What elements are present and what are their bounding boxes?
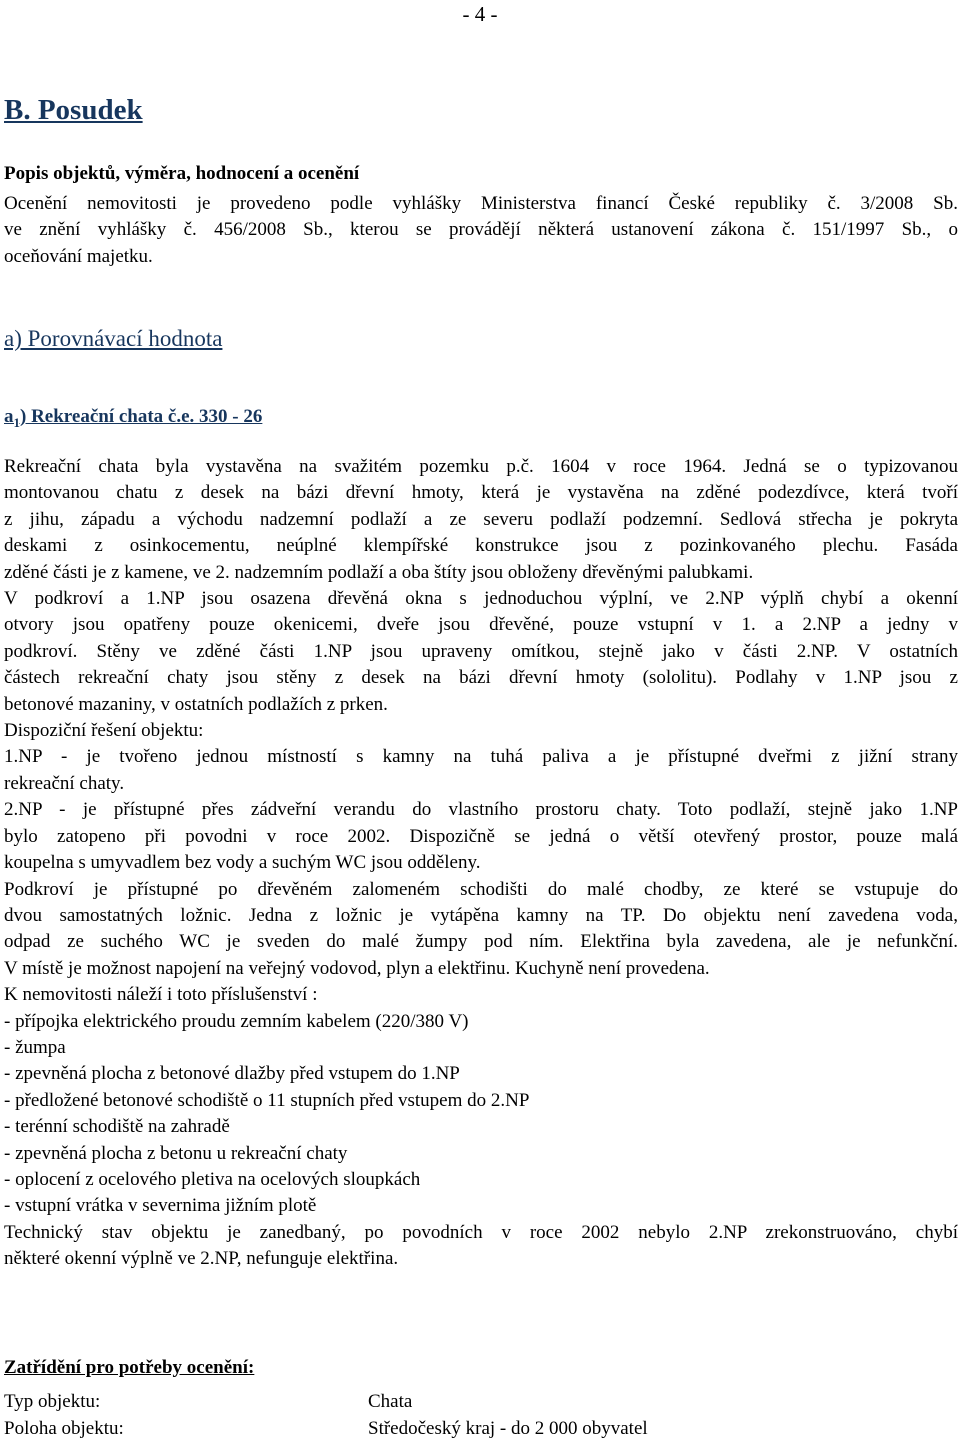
description-line: V podkroví a 1.NP jsou osazena dřevěná okna s jednoduchou výplní, ve 2.NP výplň chybí a okenní	[4, 588, 958, 610]
description-line: 1.NP - je tvořeno jednou místností s kamny na tuhá paliva a je přístupné dveřmi z jižní strany	[4, 746, 958, 768]
description-line: bylo zatopeno při povodni v roce 2002. Dispozičně se jedná o větší otevřený prostor, pouze malá	[4, 825, 958, 847]
description-paragraph	[4, 454, 958, 1273]
description-line: - vstupní vrátka v severnima jižním plotě	[4, 1195, 317, 1217]
description-line: Podkroví je přístupné po dřevěném zalomeném schodišti do malé chodby, ze které se vstupuje do	[4, 878, 958, 900]
description-line: odpad ze suchého WC je sveden do malé žumpy pod ním. Elektřina byla zavedena, ale je nefunkční.	[4, 931, 958, 953]
section-title: B. Posudek	[4, 94, 143, 126]
description-line: rekreační chaty.	[4, 772, 125, 794]
chalet-heading-rest: ) Rekreační chata č.e. 330 - 26	[20, 406, 263, 427]
description-line: betonové mazaniny, v ostatních podlažích z prken.	[4, 693, 388, 715]
chalet-heading-prefix: a	[4, 406, 14, 427]
description-line: - žumpa	[4, 1036, 66, 1058]
description-line: zděné části je z kamene, ve 2. nadzemním podlaží a oba štíty jsou obloženy dřevěnými palubkami.	[4, 561, 754, 583]
description-line: K nemovitosti náleží i toto příslušenství :	[4, 984, 318, 1006]
intro-paragraph	[4, 191, 958, 270]
page-number: - 4 -	[462, 2, 498, 26]
description-line: částech rekreační chaty jsou stěny z desek na bázi dřevní hmoty (sololitu). Podlahy v 1.NP jsou z	[4, 667, 958, 689]
intro-line: oceňování majetku.	[4, 245, 153, 267]
description-line: podkroví. Stěny ve zděné části 1.NP jsou upraveny omítkou, stejně jako v části 2.NP. V ostatních	[4, 640, 958, 662]
description-line: Technický stav objektu je zanedbaný, po povodních v roce 2002 nebylo 2.NP zrekonstruováno, chybí	[4, 1221, 958, 1243]
chalet-heading-index: 1	[13, 414, 20, 430]
description-line: některé okenní výplně ve 2.NP, nefunguje elektřina.	[4, 1248, 399, 1270]
intro-line: ve znění vyhlášky č. 456/2008 Sb., kterou se provádějí některá ustanovení zákona č. 151/1997 Sb., o	[4, 219, 958, 241]
classification-value: Středočeský kraj - do 2 000 obyvatel	[368, 1418, 648, 1439]
description-line: dvou samostatných ložnic. Jedna z ložnic je vytápěna kamny na TP. Do objektu není zavedena voda,	[4, 904, 958, 926]
description-line: Rekreační chata byla vystavěna na svažitém pozemku p.č. 1604 v roce 1964. Jedná se o typizovanou	[4, 456, 958, 477]
description-line: deskami z osinkocementu, neúplné klempířské konstrukce jsou z pozinkovaného plechu. Fasáda	[4, 535, 958, 557]
description-line: Dispoziční řešení objektu:	[4, 720, 204, 742]
description-line: V místě je možnost napojení na veřejný vodovod, plyn a elektřinu. Kuchyně není provedena.	[4, 957, 710, 979]
classification-key: Poloha objektu:	[4, 1418, 124, 1439]
description-line: - oplocení z ocelového pletiva na ocelových sloupkách	[4, 1168, 421, 1190]
description-line: montovanou chatu z desek na bázi dřevní hmoty, která je vystavěna na zděné podezdívce, která tvoří	[4, 482, 958, 504]
classification-key: Typ objektu:	[4, 1391, 101, 1412]
description-line: - přípojka elektrického proudu zemním kabelem (220/380 V)	[4, 1010, 469, 1032]
description-line: - zpevněná plocha z betonu u rekreační chaty	[4, 1142, 348, 1164]
description-line: 2.NP - je přístupné přes zádveřní verandu do vlastního prostoru chaty. Toto podlaží, stejně jako 1.NP	[4, 799, 958, 821]
chalet-heading	[4, 406, 262, 431]
intro-line: Ocenění nemovitosti je provedeno podle vyhlášky Ministerstva financí České republiky č. 3/2008 Sb.	[4, 193, 958, 214]
comparative-value-heading: a) Porovnávací hodnota	[4, 326, 223, 351]
description-line: - zpevněná plocha z betonové dlažby před vstupem do 1.NP	[4, 1063, 460, 1085]
subheading: Popis objektů, výměra, hodnocení a ocenění	[4, 163, 360, 184]
description-line: - předložené betonové schodiště o 11 stupních před vstupem do 2.NP	[4, 1089, 530, 1111]
description-line: otvory jsou opatřeny pouze okenicemi, dveře jsou dřevěné, pouze vstupní v 1. a 2.NP a jedny v	[4, 614, 958, 636]
classification-title: Zatřídění pro potřeby ocenění:	[4, 1357, 255, 1378]
description-line: - terénní schodiště na zahradě	[4, 1116, 230, 1138]
classification-value: Chata	[368, 1391, 413, 1412]
description-line: z jihu, západu a východu nadzemní podlaží a ze severu podlaží podzemní. Sedlová střecha je pokryta	[4, 508, 958, 530]
description-line: koupelna s umyvadlem bez vody a suchým WC jsou odděleny.	[4, 852, 481, 874]
